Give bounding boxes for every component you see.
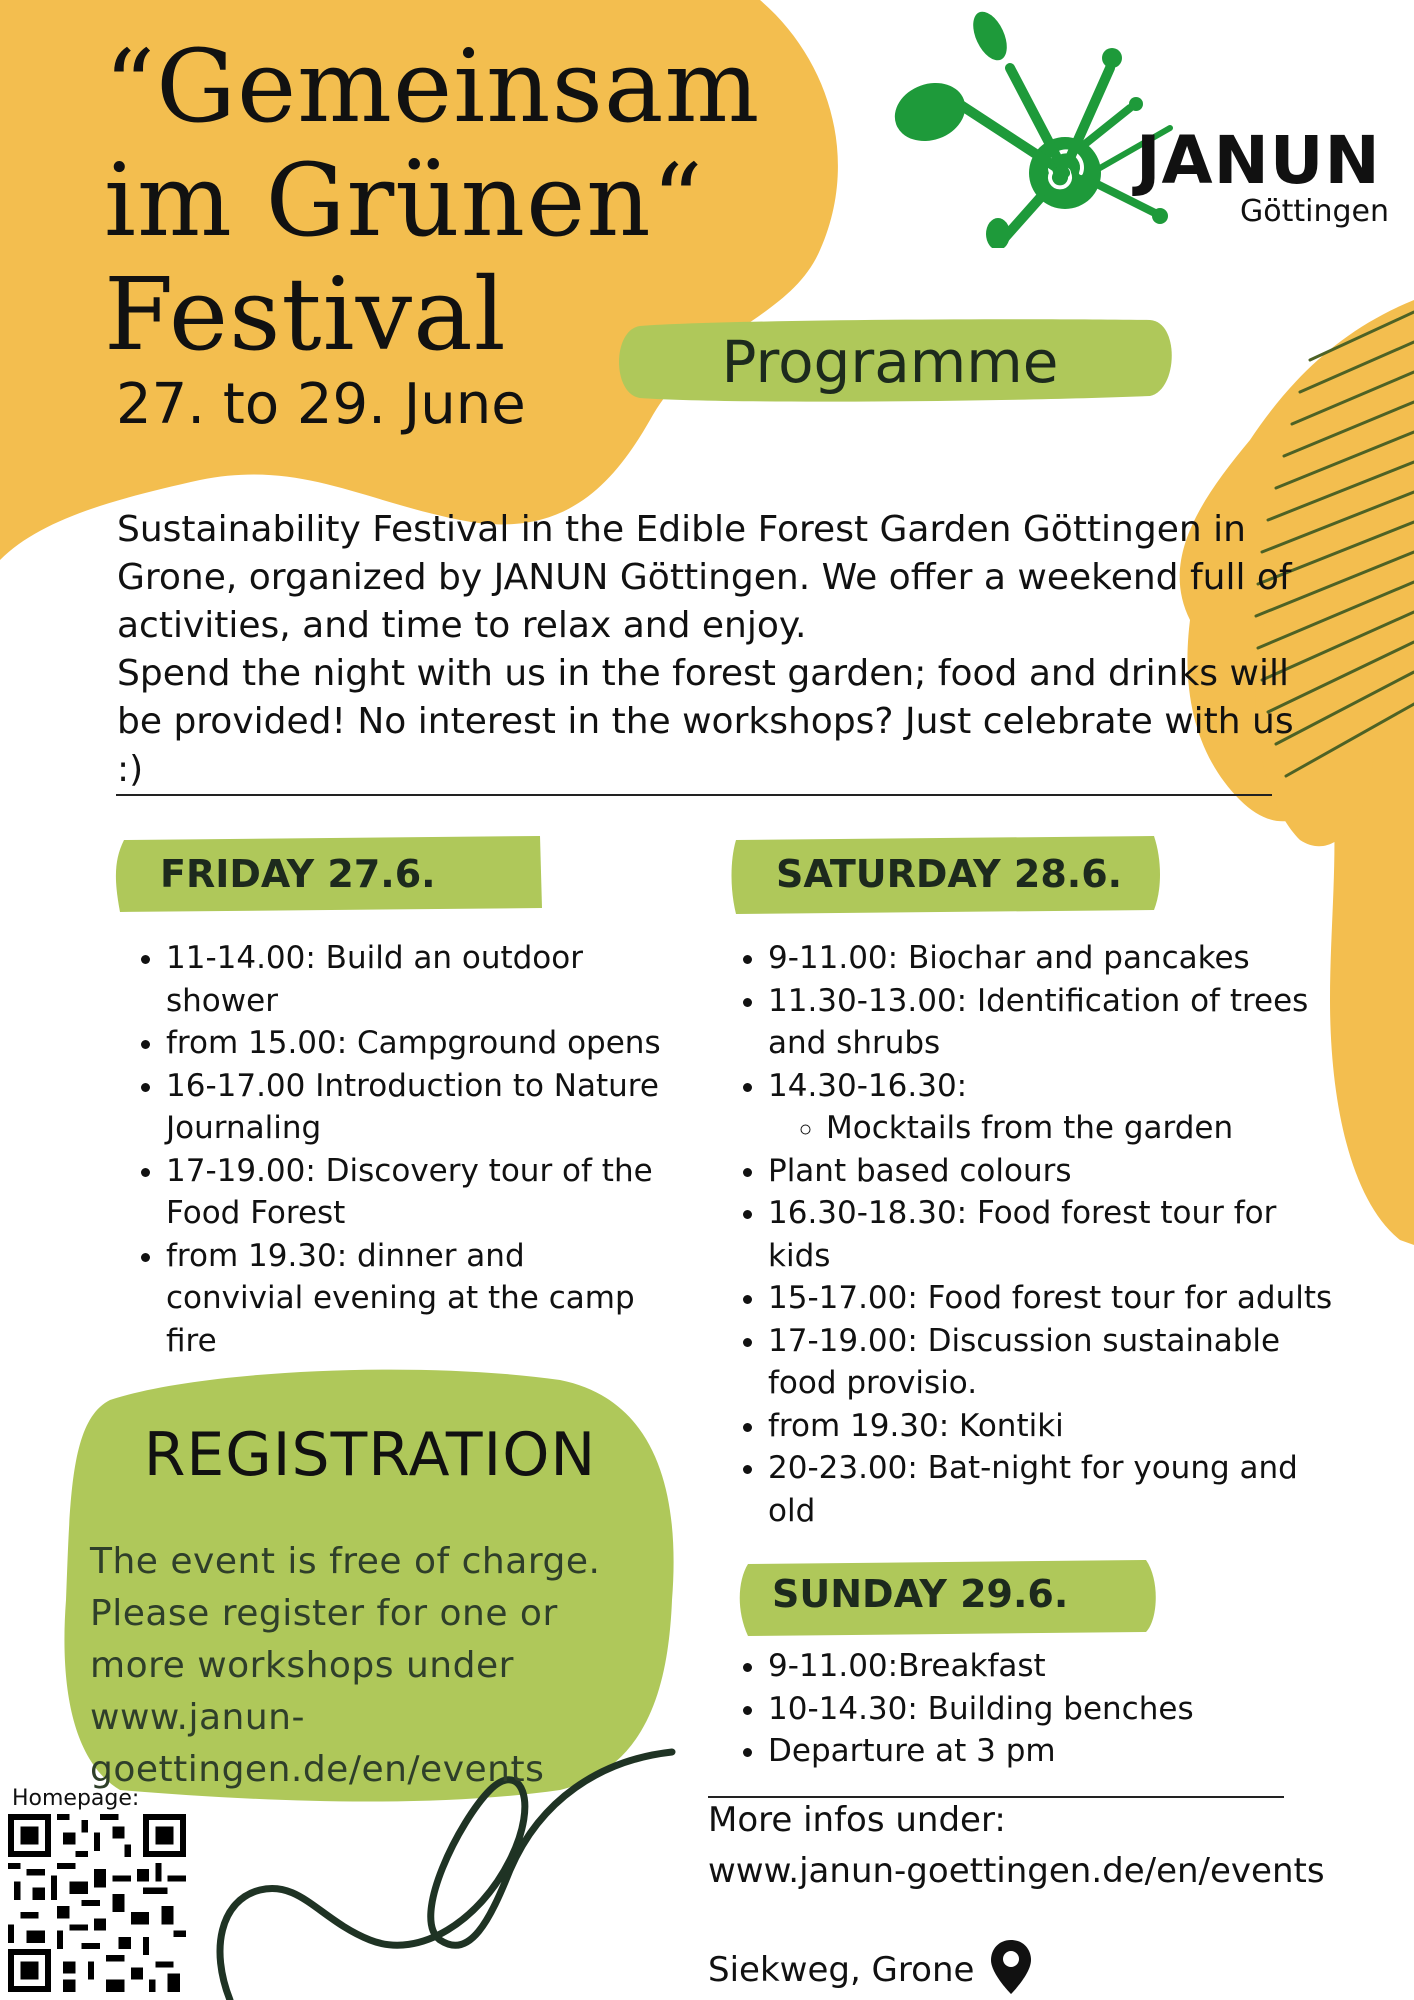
homepage-label: Homepage: [12, 1786, 140, 1811]
list-item: • 16.30-18.30: Food forest tour for kids [768, 1192, 1340, 1277]
saturday-heading: SATURDAY 28.6. [776, 852, 1123, 896]
address-text: Siekweg, Grone [708, 1950, 975, 1990]
intro-text [117, 506, 1297, 794]
list-item: • 9-11.00:Breakfast [768, 1645, 1330, 1688]
friday-schedule [128, 937, 668, 1362]
registration-heading: REGISTRATION [143, 1420, 597, 1490]
festival-dates: 27. to 29. June [116, 372, 526, 437]
janun-logo-name: JANUN [1136, 122, 1381, 199]
more-infos-label: More infos under: [708, 1800, 1006, 1840]
qr-code-icon[interactable] [8, 1814, 186, 1992]
list-item: • from 19.30: dinner and convivial evening at the camp fire [166, 1235, 668, 1363]
list-item-text: 14.30-16.30: [768, 1067, 968, 1104]
registration-text: The event is free of charge. Please register for one or more workshops under www.janun-goettingen.de/en/events [90, 1541, 601, 1790]
list-item: • 20-23.00: Bat-night for young and old [768, 1447, 1340, 1532]
list-item: • from 19.30: Kontiki [768, 1405, 1340, 1448]
location-pin-icon [988, 1938, 1034, 1996]
sunday-heading: SUNDAY 29.6. [772, 1572, 1069, 1616]
list-item: • Plant based colours [768, 1150, 1340, 1193]
programme-heading: Programme [721, 328, 1059, 396]
more-infos-link[interactable]: www.janun-goettingen.de/en/events [708, 1851, 1325, 1891]
list-item [768, 1065, 1340, 1150]
list-item: • 17-19.00: Discussion sustainable food provisio. [768, 1320, 1340, 1405]
title-line-1: “Gemeinsam [104, 28, 761, 145]
janun-logo-city: Göttingen [1240, 194, 1389, 229]
footer-divider [708, 1796, 1284, 1798]
list-item: • 17-19.00: Discovery tour of the Food Forest [166, 1150, 668, 1235]
list-item: • 9-11.00: Biochar and pancakes [768, 937, 1340, 980]
list-item: • 15-17.00: Food forest tour for adults [768, 1277, 1340, 1320]
friday-heading: FRIDAY 27.6. [160, 852, 436, 896]
intro-paragraph-1: Sustainability Festival in the Edible Forest Garden Göttingen in Grone, organized by JANUN Göttingen. We offer a weekend full of activities, and time to relax and enjoy. [117, 509, 1292, 646]
list-item: • from 15.00: Campground opens [166, 1022, 668, 1065]
title-line-3: Festival [104, 256, 507, 373]
list-item: • 10-14.30: Building benches [768, 1688, 1330, 1731]
saturday-schedule [730, 937, 1340, 1532]
intro-divider [116, 794, 1272, 796]
list-item: • Departure at 3 pm [768, 1730, 1330, 1773]
intro-paragraph-2: Spend the night with us in the forest garden; food and drinks will be provided! No interest in the workshops? Just celebrate with us :) [117, 653, 1294, 790]
list-item: • 11-14.00: Build an outdoor shower [166, 937, 668, 1022]
list-item: • 16-17.00 Introduction to Nature Journaling [166, 1065, 668, 1150]
title-line-2: im Grünen“ [104, 142, 704, 259]
sunday-schedule [730, 1645, 1330, 1773]
festival-title [104, 28, 761, 373]
sub-list-item: ◦ Mocktails from the garden [826, 1107, 1340, 1150]
list-item: • 11.30-13.00: Identification of trees and shrubs [768, 980, 1340, 1065]
